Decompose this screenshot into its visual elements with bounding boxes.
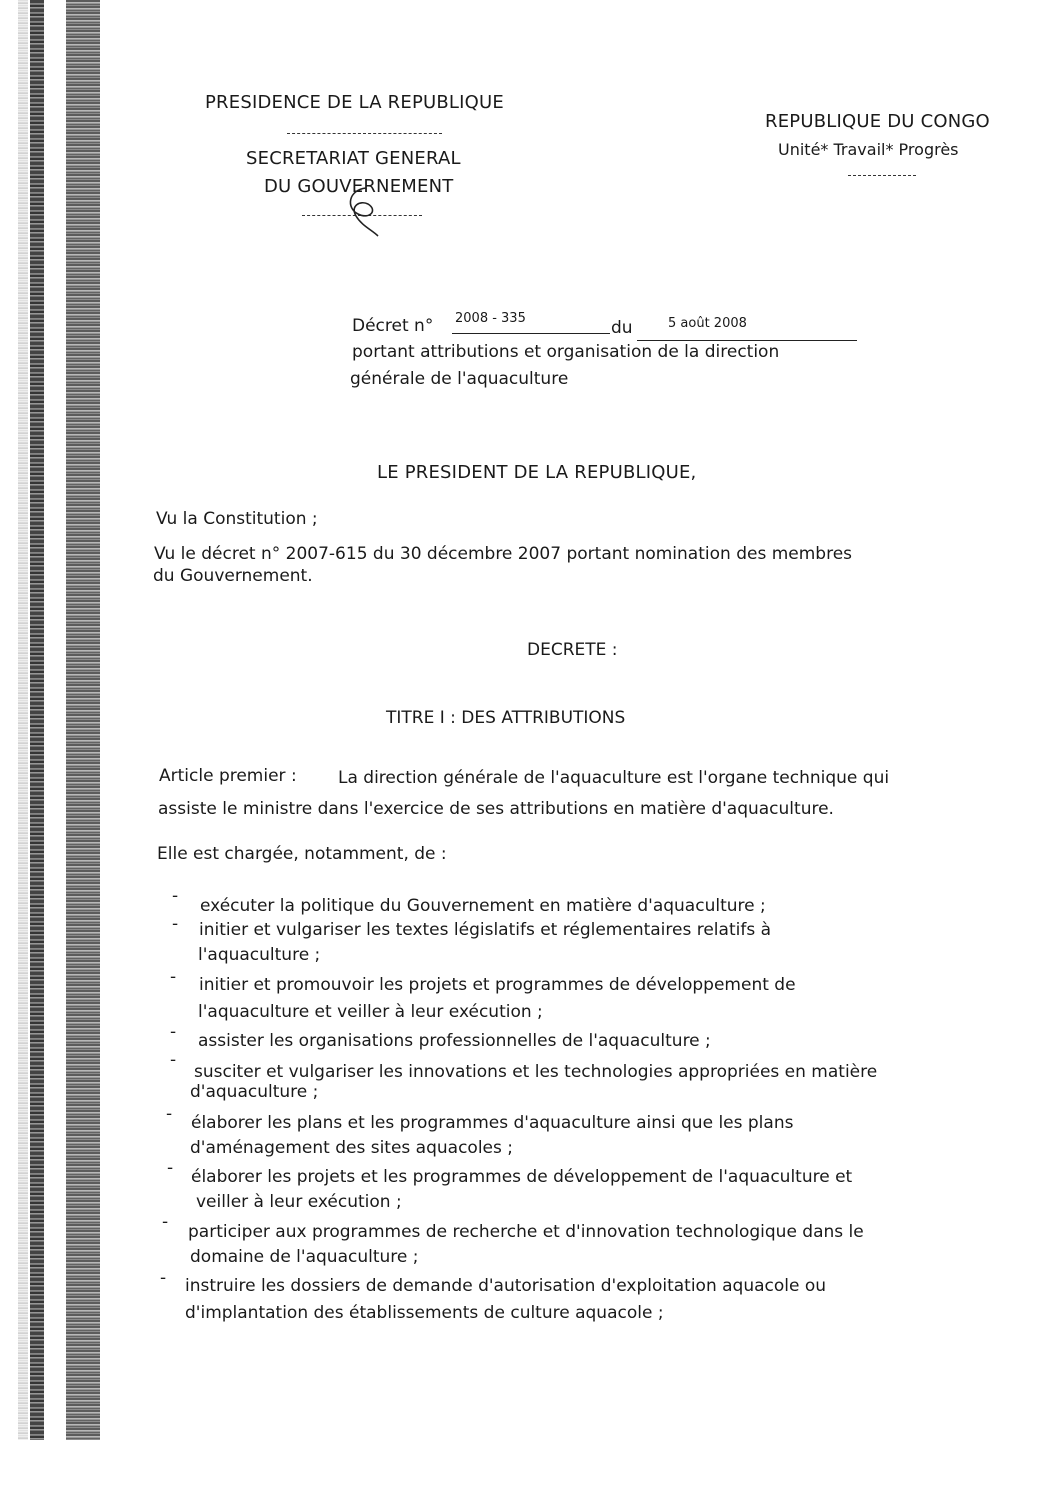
header-devise: Unité* Travail* Progrès [778,140,959,159]
list-item-line1: élaborer les projets et les programmes de développement de l'aquaculture et [191,1167,853,1187]
list-item-line2: l'aquaculture et veiller à leur exécution ; [198,1002,543,1022]
header-gouvernement: DU GOUVERNEMENT [264,176,454,197]
vu-constitution: Vu la Constitution ; [156,509,318,529]
scan-edge-artifact [18,0,28,1440]
handwritten-mark-icon [338,180,388,240]
list-item-line2: d'aquaculture ; [190,1082,319,1102]
list-item-line1: initier et promouvoir les projets et programmes de développement de [199,975,796,995]
vu-gouvernement: du Gouvernement. [153,566,313,586]
bullet-marker: - [172,914,179,934]
scan-edge-artifact [30,0,44,1440]
titre-heading: TITRE I : DES ATTRIBUTIONS [386,708,626,728]
decree-du: du [611,318,633,338]
decree-date-underline [637,340,857,341]
list-item-line1: élaborer les plans et les programmes d'aquaculture ainsi que les plans [191,1113,794,1133]
bullet-marker: - [170,1050,177,1070]
bullet-marker: - [170,967,177,987]
header-divider [287,133,442,134]
bullet-marker: - [162,1212,169,1232]
bullet-marker: - [167,1158,174,1178]
decree-date: 5 août 2008 [668,316,747,331]
header-secretariat: SECRETARIAT GENERAL [246,148,461,169]
list-item-line2: domaine de l'aquaculture ; [190,1247,419,1267]
decree-number: 2008 - 335 [455,311,526,326]
header-presidence: PRESIDENCE DE LA REPUBLIQUE [205,92,504,113]
bullet-marker: - [172,886,179,906]
decrete-heading: DECRETE : [527,640,618,660]
bullet-marker: - [170,1022,177,1042]
list-item-line1: susciter et vulgariser les innovations et les technologies appropriées en matière [194,1062,878,1082]
article-label: Article premier : [159,766,297,786]
decree-subject-line1: portant attributions et organisation de la direction [352,342,780,362]
list-item-line1: instruire les dossiers de demande d'autorisation d'exploitation aquacole ou [185,1276,827,1296]
list-item-line1: participer aux programmes de recherche et d'innovation technologique dans le [188,1222,864,1242]
decree-number-underline [452,333,610,334]
vu-decret: Vu le décret n° 2007-615 du 30 décembre 2007 portant nomination des membres [154,544,853,564]
bullet-marker: - [166,1104,173,1124]
article-line2: assiste le ministre dans l'exercice de ses attributions en matière d'aquaculture. [158,799,834,819]
list-item-line2: d'aménagement des sites aquacoles ; [190,1138,513,1158]
list-item-line1: exécuter la politique du Gouvernement en matière d'aquaculture ; [200,896,766,916]
president-heading: LE PRESIDENT DE LA REPUBLIQUE, [377,462,697,483]
decree-subject-line2: générale de l'aquaculture [350,369,569,389]
scan-edge-artifact [66,0,100,1440]
header-republique: REPUBLIQUE DU CONGO [765,111,990,132]
bullet-marker: - [160,1268,167,1288]
decree-prefix: Décret n° [352,316,434,336]
header-divider [848,175,916,176]
list-item-line2: d'implantation des établissements de culture aquacole ; [185,1303,664,1323]
list-item-line2: veiller à leur exécution ; [196,1192,402,1212]
article-line1: La direction générale de l'aquaculture est l'organe technique qui [338,768,890,788]
list-item-line2: l'aquaculture ; [198,945,321,965]
article-intro: Elle est chargée, notamment, de : [157,844,447,864]
list-item-line1: initier et vulgariser les textes législatifs et réglementaires relatifs à [199,920,771,940]
list-item-line1: assister les organisations professionnelles de l'aquaculture ; [198,1031,711,1051]
